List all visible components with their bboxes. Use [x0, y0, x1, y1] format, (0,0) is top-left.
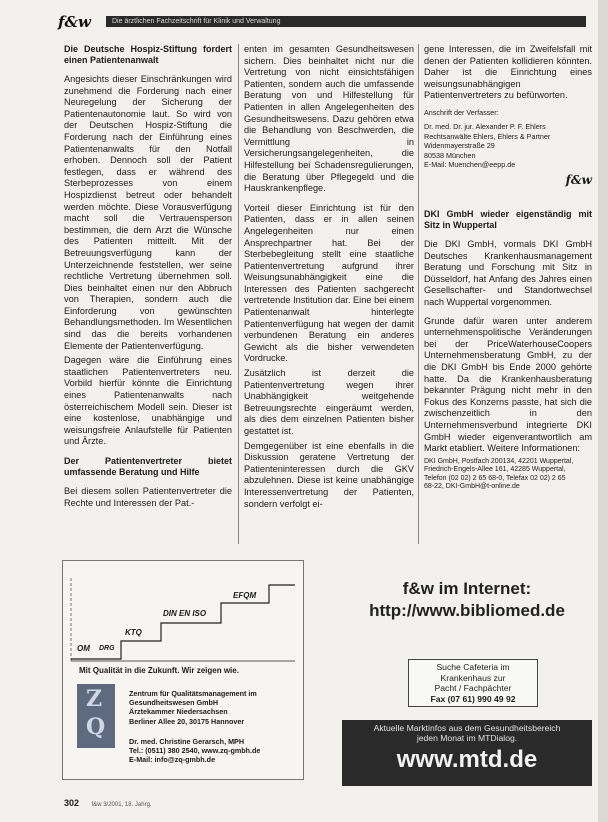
paragraph: Bei diesem sollen Patientenvertreter die Rechte und Interessen der Pat.-	[64, 486, 232, 508]
paragraph: Grunde dafür waren unter anderem unternehmenspolitische Veränderungen bei der PriceWaterhouseCoopers Unternehmensberatung GmbH, zu der die DKI GmbH bis Ende 2000 gehörte hatte. Da die Krankenhausberatung bekannter Prägung nicht mehr in den Fokus des Konzerns passte, hat sich die zwischenzeitlich in den Unternehmensverbund integrierte DKI GmbH wieder eigenverantwortlich am Markt etabliert. Weitere Informationen:	[424, 315, 592, 454]
org-line: Zentrum für Qualitätsmanagement im	[129, 689, 257, 698]
paragraph: enten im gesamten Gesundheitswesen sichern. Dies beinhaltet nicht nur die Vertretung von nicht einsichtsfähigen Patienten, sondern auch die umfassende Beratung von und Hilfestellung für Patienten in allen Angelegenheiten des Gesundheitswesens. Dazu gehören etwa die Behandlung von Beschwerden, die Vermittlung in Versicherungsangelegenheiten, die Hilfestellung bei Schadensregulierungen, die Beratung über Pflegegeld und die Hauskrankenpflege.	[244, 44, 414, 194]
column-1	[64, 44, 232, 512]
zq-logo-letter: Q	[86, 714, 106, 740]
zq-contact	[129, 737, 299, 765]
paragraph: Dagegen wäre die Einführung eines staatlichen Patientenvertreters neu. Vorbild hierfür könnte die Einrichtung eines Patientenanwalts nach österreichischem Modell sein. Dieser ist eine kostenlose, unabhängige und weisungsfreie Anlaufstelle für Patienten und Ärzte.	[64, 355, 232, 447]
journal-logo: f&w	[58, 13, 91, 31]
author-line: E-Mail: Muenchen@eepp.de	[424, 160, 516, 169]
header-banner-text: Die ärztlichen Fachzeitschrift für Klinik und Verwaltung	[112, 18, 281, 25]
page-number: 302	[64, 798, 80, 808]
mtd-ad-line: jeden Monat im MTDialog.	[416, 733, 518, 743]
cafeteria-advertisement	[408, 659, 538, 707]
section-heading: Der Patientenvertreter bietet umfassende Beratung und Hilfe	[64, 456, 232, 477]
cafe-ad-line: Suche Cafeteria im	[436, 662, 510, 672]
news-heading: DKI GmbH wieder eigenständig mit Sitz in Wuppertal	[424, 209, 592, 230]
article-heading: Die Deutsche Hospiz-Stiftung fordert einen Patientenanwalt	[64, 44, 232, 65]
paragraph: Demgegenüber ist eine ebenfalls in die Diskussion geratene Vertretung der Patienteninteressen durch die GKV abzulehnen. Diese ist keine unabhängige Interessenvertretung der Patienten, sondern verfolgt ei-	[244, 440, 414, 509]
column-3	[424, 44, 592, 492]
ad-tagline: Mit Qualität in die Zukunft. Wir zeigen wie.	[79, 666, 239, 675]
author-label: Anschrift der Verfasser:	[424, 107, 499, 117]
contact-line: 68-22, DKI-GmbH@t-online.de	[424, 483, 520, 491]
zq-logo-letter: Z	[86, 686, 103, 712]
step-label: OM	[77, 644, 90, 653]
cafe-ad-line: Krankenhaus zur	[440, 672, 506, 683]
zq-org-address	[129, 689, 299, 726]
org-line: Ärztekammer Niedersachsen	[129, 707, 228, 717]
zq-advertisement	[62, 560, 304, 780]
page-footer	[64, 798, 152, 808]
cafe-ad-line: Fax (07 61) 990 49 92	[430, 693, 516, 704]
contact-line: Tel.: (0511) 380 2540, www.zq-gmbh.de	[129, 746, 261, 756]
contact-line: Dr. med. Christine Gerarsch, MPH	[129, 737, 245, 746]
org-line: Berliner Allee 20, 30175 Hannover	[129, 716, 245, 726]
step-label: KTQ	[125, 628, 142, 637]
issue-reference: f&w 3/2001, 18. Jahrg.	[91, 802, 152, 808]
mtd-advertisement	[342, 720, 592, 786]
author-line: Dr. med. Dr. jur. Alexander P. F. Ehlers	[424, 122, 546, 132]
page-header	[58, 13, 598, 29]
contact-line: Friedrich-Engels-Allee 161, 42285 Wuppertal,	[424, 466, 566, 474]
step-label: DIN EN ISO	[163, 609, 207, 618]
column-divider	[418, 44, 419, 544]
step-label: DRG	[99, 645, 115, 652]
paragraph: Zusätzlich ist derzeit die Patientenvertretung wegen ihrer Unabhängigkeit weitgehende Betreuungsrechte eingeräumt werden, als dies dem einzelnen Patienten bisher gestattet ist.	[244, 368, 414, 436]
step-label: EFQM	[233, 591, 257, 600]
contact-line: E-Mail: info@zq-gmbh.de	[129, 755, 216, 765]
author-line: Widenmayerstraße 29	[424, 141, 495, 151]
author-line: 80538 München	[424, 150, 476, 160]
journal-mini-logo: f&w	[565, 173, 592, 188]
internet-ad-title: f&w im Internet:	[402, 579, 532, 598]
author-line: Rechtsanwälte Ehlers, Ehlers & Partner	[424, 131, 551, 141]
mtd-ad-line: Aktuelle Marktinfos aus dem Gesundheitsbereich	[373, 723, 561, 733]
contact-block	[424, 458, 592, 492]
mtd-ad-url: www.mtd.de	[396, 746, 538, 773]
column-2	[244, 44, 414, 513]
paragraph: Vorteil dieser Einrichtung ist für den Patienten, dass er in allen seinen Angelegenheiten nur einen Ansprechpartner hat. Bei der Sterbebegleitung stellt eine staatliche Patientenvertretung aufgrund ihrer Weisungsunabhängigkeit eine die Interessen des Patienten sachgerecht vertretende Institution dar. Eine bei einem Patientenanwalt hinterlegte Patientenverfügung hat wegen der damit verbundenen Beratung ein anderes Gewicht als die bisher verwendeten Vordrucke.	[244, 202, 414, 364]
zq-logo	[77, 684, 115, 748]
page-edge-shadow	[598, 0, 608, 822]
column-divider	[238, 44, 239, 544]
contact-line: DKI GmbH, Postfach 200134, 42201 Wuppertal,	[424, 457, 574, 465]
contact-line: Telefon (02 02) 2 65 68-0, Telefax 02 02) 2 65	[424, 474, 566, 482]
author-address	[424, 108, 592, 169]
org-line: Gesundheitswesen GmbH	[129, 698, 219, 708]
internet-ad-url: http://www.bibliomed.de	[369, 601, 565, 620]
cafe-ad-line: Pacht / Fachpächter	[434, 683, 512, 694]
paragraph: Die DKI GmbH, vormals DKI GmbH Deutsches Krankenhausmanagement Beratung und Forschung mit Sitz in Düsseldorf, hat Anfang des Jahres einen Gesellschafter- und Standortwechsel nach Wuppertal vorgenommen.	[424, 239, 592, 307]
internet-advertisement	[342, 578, 592, 622]
paragraph: gene Interessen, die im Zweifelsfall mit denen der Patienten kollidieren könnten. Daher ist die Einrichtung eines weisungsunabhängigen Patientenvertreters zu befürworten.	[424, 44, 592, 101]
paragraph: Angesichts dieser Einschränkungen wird zunehmend die Forderung nach einer Neuregelung der Sicherung der Patientenautonomie laut. So wird von der Deutschen Hospiz-Stiftung die Forderung nach der Einführung eines Patientenanwalts für den Notfall erhoben. Dennoch soll der Patient festlegen, dass er während des Sterbeprozesses von einem Hospizdienst betreut oder behandelt werden möchte. Diese Vorausverfügung macht soll die Vertrauensperson bestimmen, die dem Arzt die Wünsche des Patienten mitteilt. Mit der Betreuungsverfügung kann der Unterzeichnende feststellen, wer seine rechtliche Vertretung übernehmen soll. Dies beinhaltet einen nur den Abbruch von Therapien, sondern auch die Einforderung von gewünschten Behandlungsmethoden. Im Wesentlichen sind das die bereits vorhandenen Elemente der Patientenverfügung.	[64, 74, 232, 351]
